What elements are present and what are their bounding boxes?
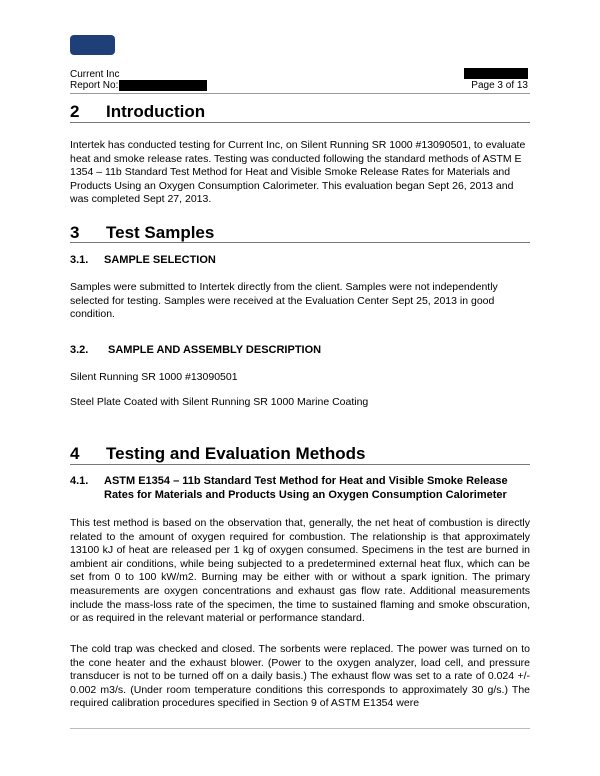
footer-divider <box>70 728 530 729</box>
subsection-3-2-number: 3.2. <box>70 344 89 356</box>
section-3-rule <box>70 242 530 243</box>
section-4-title: Testing and Evaluation Methods <box>106 444 366 463</box>
subsection-4-1-number: 4.1. <box>70 475 89 487</box>
header-page-number: Page 3 of 13 <box>471 80 528 91</box>
section-4-number: 4 <box>70 444 80 463</box>
section-3-title: Test Samples <box>106 223 215 242</box>
subsection-3-1-number: 3.1. <box>70 254 89 266</box>
sample-name-line: Silent Running SR 1000 #13090501 <box>70 371 238 383</box>
section-2-rule <box>70 122 530 123</box>
section-3-number: 3 <box>70 223 80 242</box>
section-4-rule <box>70 464 530 465</box>
section-2-heading <box>70 102 205 122</box>
test-method-paragraph: This test method is based on the observation that, generally, the net heat of combustion is directly related to the amount of oxygen required for combustion. The relationship is that approximately 13100 kJ of heat are released per 1 kg of oxygen consumed. Specimens in the test are burned in ambient air conditions, while being subjected to a predetermined external heat flux, which can be set from 0 to 100 kW/m2. Burning may be either with or without a spark ignition. The primary measurements are oxygen concentrations and exhaust gas flow rate. Additional measurements include the mass-loss rate of the specimen, the time to sustained flaming and smoke obscuration, or as required in the relevant material or performance standard. <box>70 517 530 625</box>
subsection-4-1-title: ASTM E1354 – 11b Standard Test Method for Heat and Visible Smoke Release Rates for Materials and Products Using an Oxygen Consumption Calorimeter <box>104 475 508 501</box>
redacted-header-field <box>464 68 528 79</box>
subsection-3-2-title: SAMPLE AND ASSEMBLY DESCRIPTION <box>108 344 322 356</box>
subsection-3-1-title: SAMPLE SELECTION <box>104 254 216 266</box>
sample-selection-paragraph: Samples were submitted to Intertek directly from the client. Samples were not independently selected for testing. Samples were received at the Evaluation Center Sept 25, 2013 in good condition. <box>70 281 498 321</box>
section-2-title: Introduction <box>106 102 206 121</box>
sample-description-line: Steel Plate Coated with Silent Running SR 1000 Marine Coating <box>70 396 369 408</box>
introduction-paragraph: Intertek has conducted testing for Current Inc, on Silent Running SR 1000 #13090501, to evaluate heat and smoke release rates. Testing was conducted following the standard methods of ASTM E 1354 – 11b Standard Test Method for Heat and Visible Smoke Release Rates for Materials and Products Using an Oxygen Consumption Calorimeter. This evaluation began Sept 26, 2013 and was completed Sept 27, 2013. <box>70 139 526 206</box>
section-4-heading <box>70 444 365 464</box>
header-company: Current Inc <box>70 69 120 80</box>
header-report-label: Report No: <box>70 80 119 91</box>
redacted-report-number <box>119 80 207 91</box>
subsection-3-2-heading <box>70 344 321 357</box>
section-3-heading <box>70 223 214 243</box>
subsection-4-1-heading <box>70 475 530 502</box>
company-logo <box>70 35 115 55</box>
procedure-paragraph: The cold trap was checked and closed. The sorbents were replaced. The power was turned on to the cone heater and the exhaust blower. (Power to the oxygen analyzer, load cell, and pressure transducer is not to be turned off on a daily basis.) The exhaust flow was set to a rate of 0.024 +/- 0.002 m3/s. (Under room temperature conditions this corresponds to approximately 30 g/s.) The required calibration procedures specified in Section 9 of ASTM E1354 were <box>70 643 530 710</box>
subsection-3-1-heading <box>70 254 216 267</box>
section-2-number: 2 <box>70 102 80 121</box>
header-divider <box>70 93 530 94</box>
